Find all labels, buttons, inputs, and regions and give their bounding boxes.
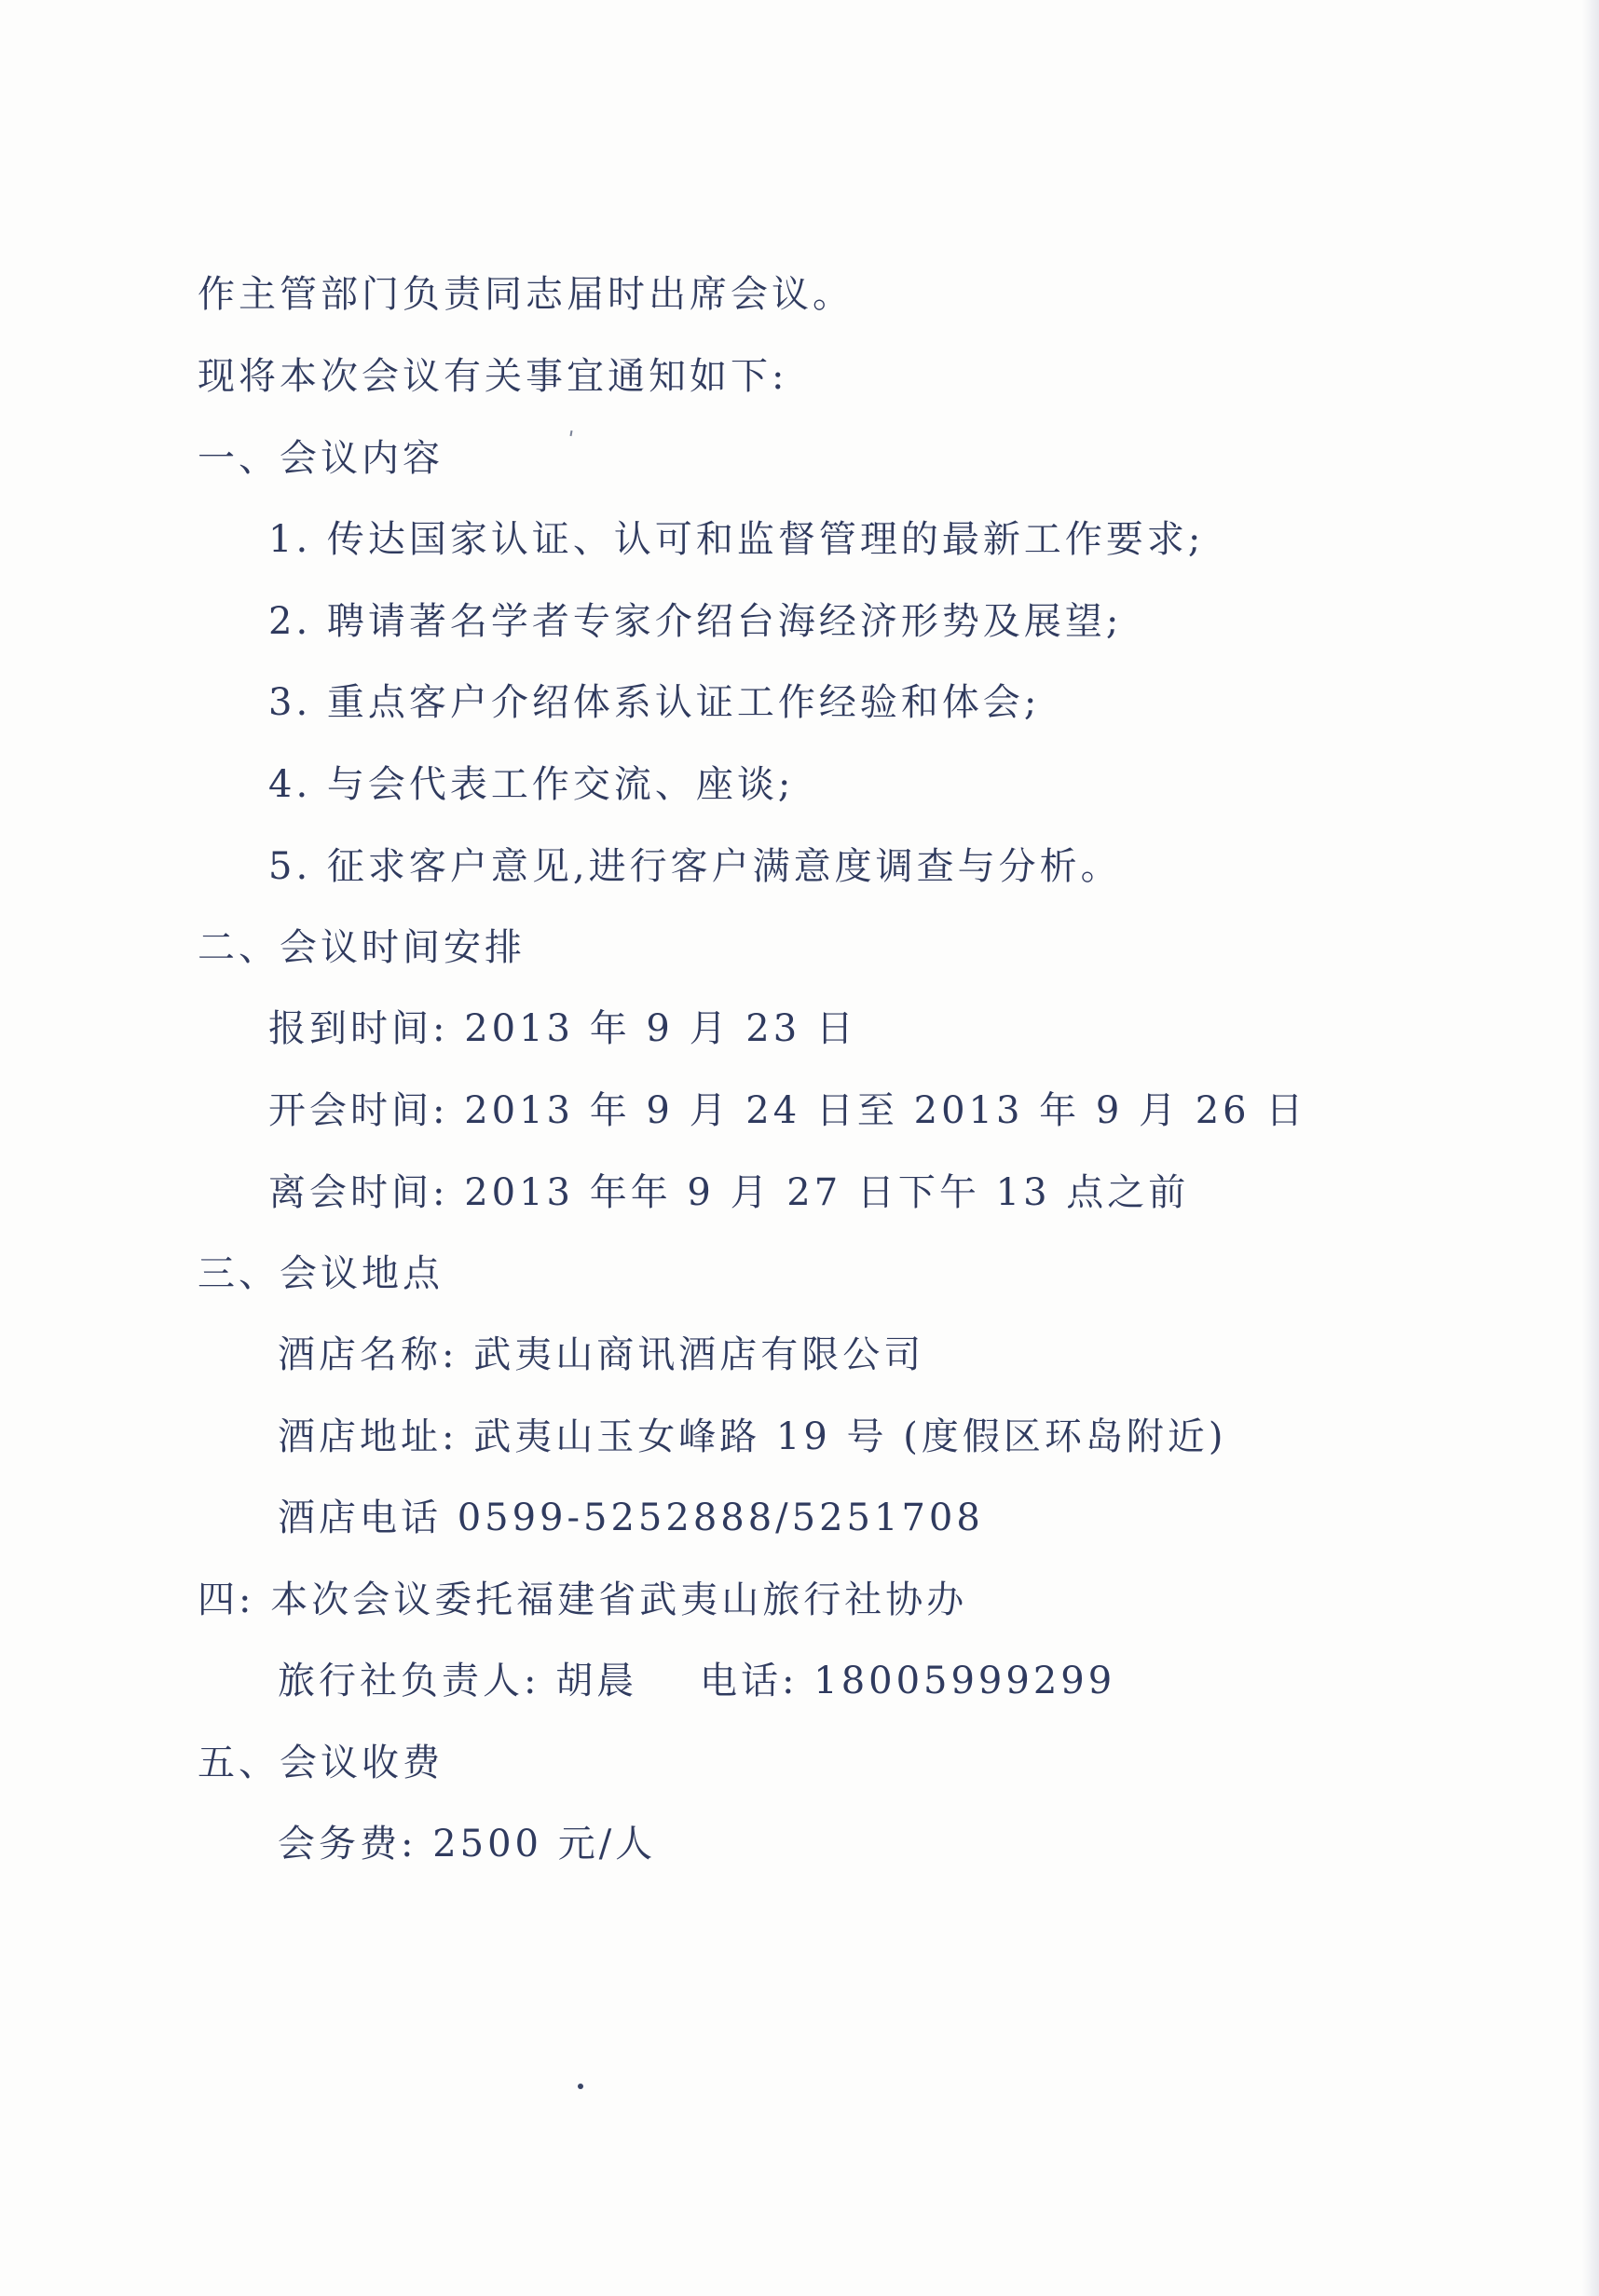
section-4-title: 四: 本次会议委托福建省武夷山旅行社协办 <box>198 1578 968 1621</box>
scan-edge-shadow <box>1582 0 1599 2296</box>
checkin-time: 报到时间: 2013 年 9 月 23 日 <box>268 1007 857 1050</box>
travel-agency-contact: 旅行社负责人: 胡晨 电话: 18005999299 <box>278 1660 1116 1702</box>
list-item-4: 4. 与会代表工作交流、座谈; <box>268 763 795 806</box>
section-5-title: 五、会议收费 <box>198 1742 444 1784</box>
scan-dot <box>578 2084 583 2089</box>
list-item-2: 2. 聘请著名学者专家介绍台海经济形势及展望; <box>268 600 1123 643</box>
meeting-time: 开会时间: 2013 年 9 月 24 日至 2013 年 9 月 26 日 <box>268 1089 1307 1132</box>
intro-continued-text: 作主管部门负责同志届时出席会议。 <box>198 273 854 316</box>
meeting-fee: 会务费: 2500 元/人 <box>278 1823 657 1866</box>
list-item-3: 3. 重点客户介绍体系认证工作经验和体会; <box>268 681 1041 724</box>
section-2-title: 二、会议时间安排 <box>198 926 526 969</box>
departure-time: 离会时间: 2013 年年 9 月 27 日下午 13 点之前 <box>268 1171 1190 1214</box>
hotel-phone: 酒店电话 0599-5252888/5251708 <box>278 1496 984 1539</box>
notice-intro-text: 现将本次会议有关事宜通知如下: <box>198 355 788 398</box>
hotel-address: 酒店地址: 武夷山玉女峰路 19 号 (度假区环岛附近) <box>278 1415 1227 1458</box>
scan-speck <box>569 430 572 436</box>
section-3-title: 三、会议地点 <box>198 1252 444 1295</box>
hotel-name: 酒店名称: 武夷山商讯酒店有限公司 <box>278 1333 925 1376</box>
list-item-1: 1. 传达国家认证、认可和监督管理的最新工作要求; <box>268 518 1205 561</box>
list-item-5: 5. 征求客户意见,进行客户满意度调查与分析。 <box>268 845 1122 888</box>
section-1-title: 一、会议内容 <box>198 437 444 480</box>
